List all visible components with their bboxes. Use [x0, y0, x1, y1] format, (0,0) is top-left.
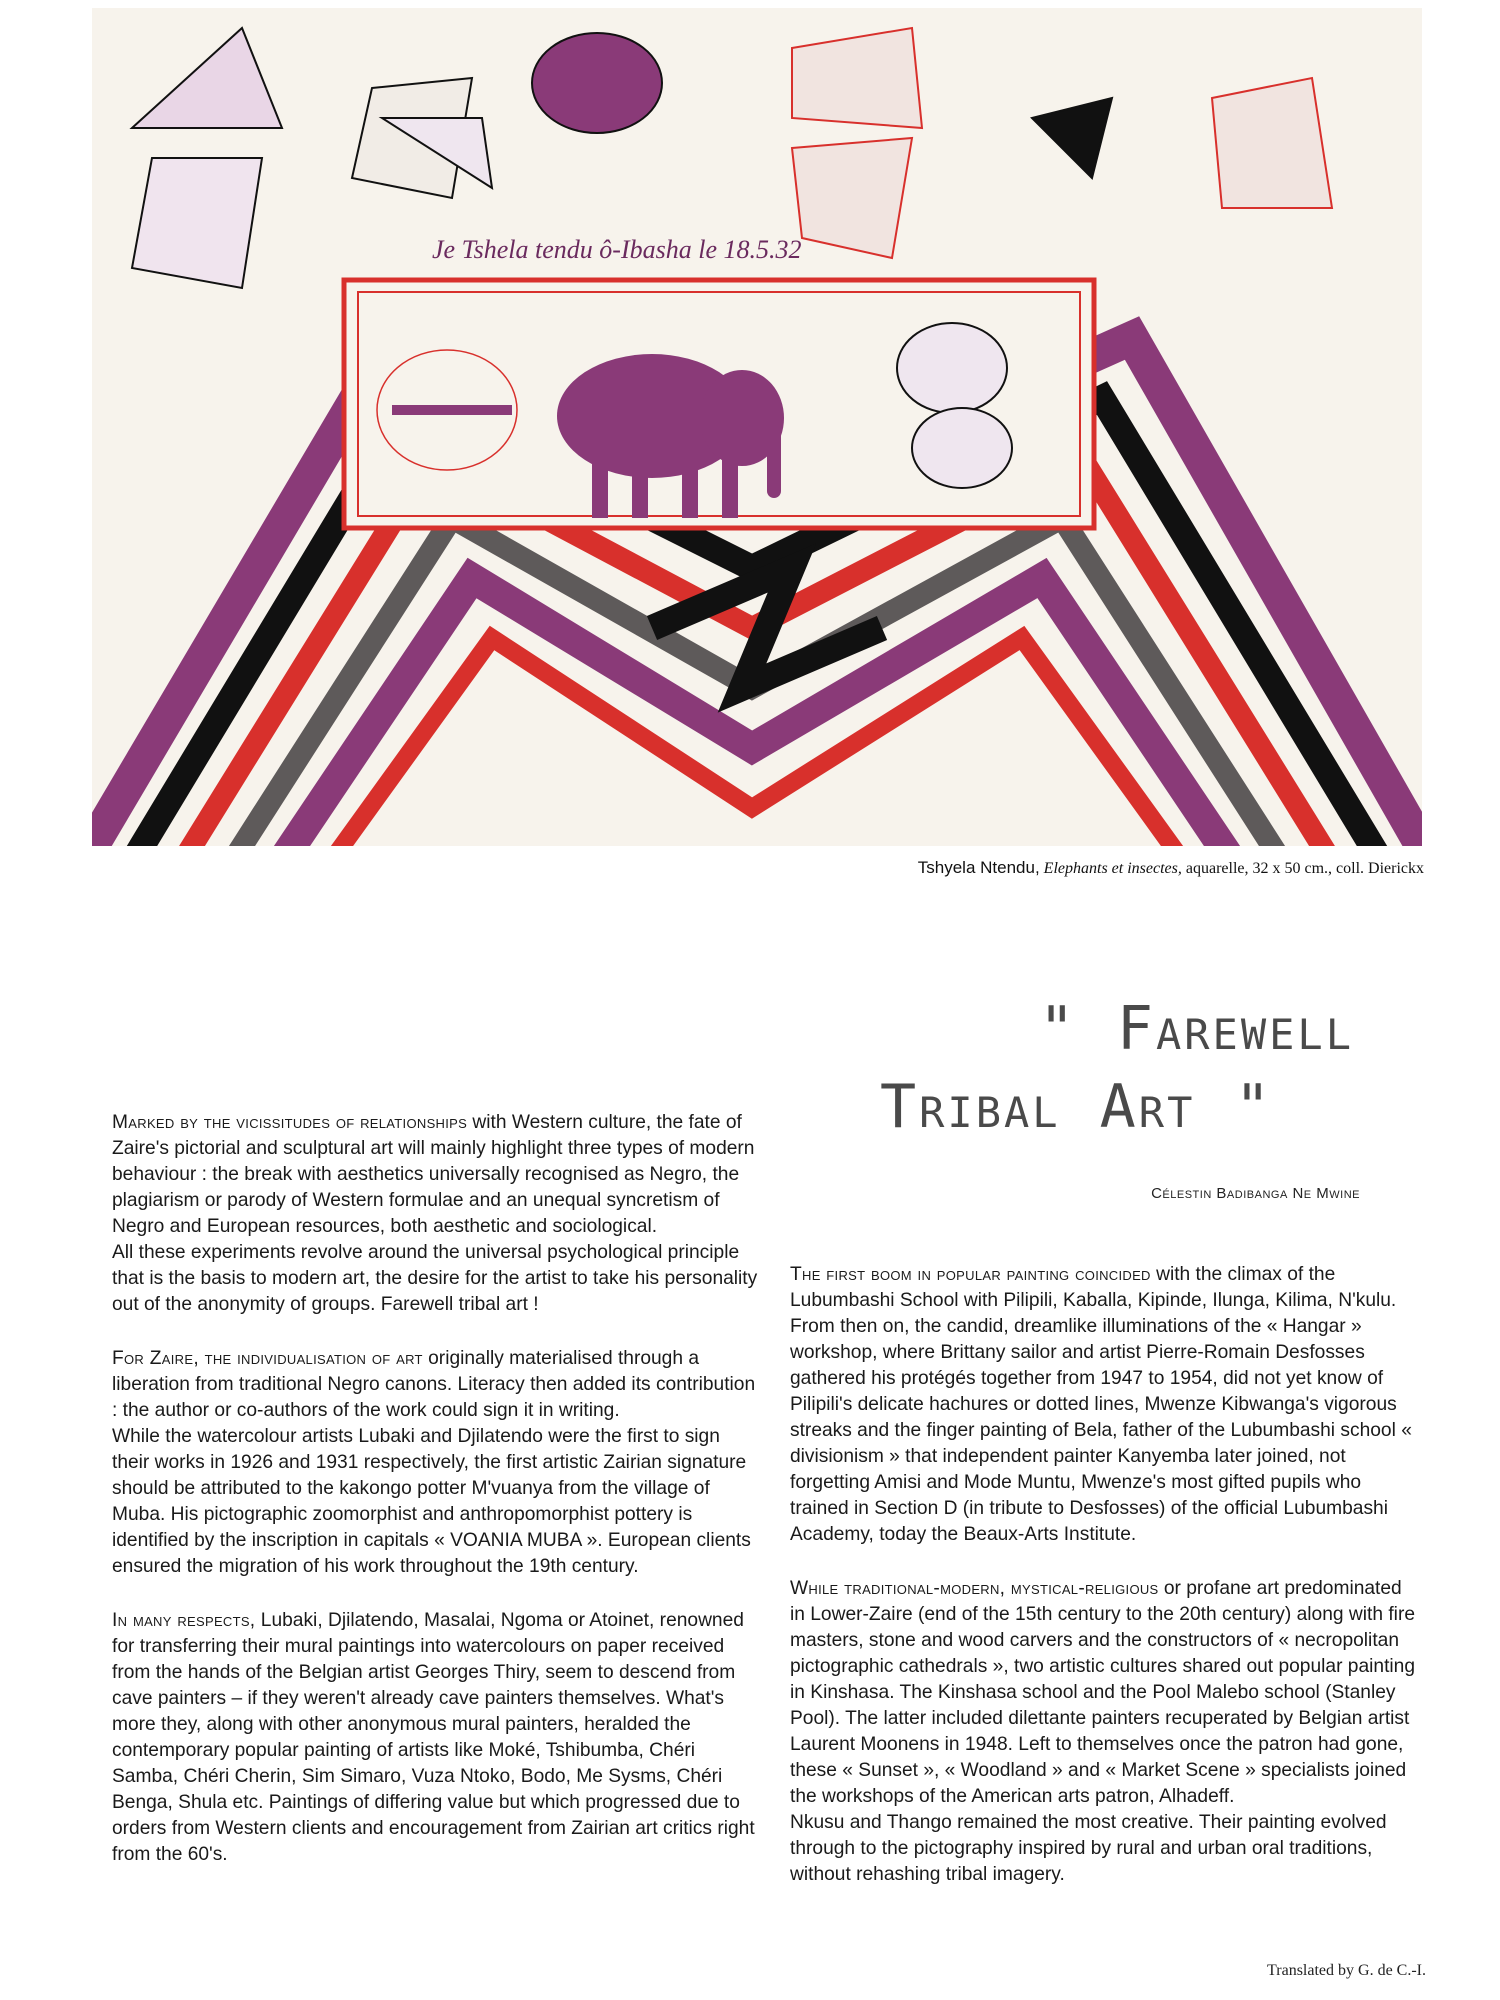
- paragraph-text: with the climax of the Lubumbashi School with Pilipili, Kaballa, Kipinde, Ilunga, Kilima, N'kulu. From then on, the candid, dreamlike illuminations of the « Hangar » workshop, where Brittany sailor and artist Pierre-Romain Desfosses gathered his protégés together from 1947 to 1954, did not yet know of Pilipili's delicate hachures or dotted lines, Mwenze Kibwanga's vigorous streaks and the finger painting of Bela, father of the Lubumbashi school « divisionism » that independent painter Kanyemba later joined, not forgetting Amisi and Mode Muntu, Mwenze's most gifted pupils who trained in Section D (in tribute to Desfosses) of the official Lubumbashi Academy, today the Beaux-Arts Institute.: [790, 1264, 1412, 1545]
- caption-artist: Tshyela Ntendu,: [917, 858, 1040, 877]
- paragraph-text: or profane art predominated in Lower-Zaire (end of the 15th century to the 20th century) along with fire masters, stone and wood carvers and the constructors of « necropolitan pictographic cathedrals », two artistic cultures shared out popular painting in Kinshasa. The Kinshasa school and the Pool Malebo school (Stanley Pool). The latter included dilettante painters recuperated by Belgian artist Laurent Moonens in 1948. Left to themselves once the patron had gone, these « Sunset », « Woodland » and « Market Scene » specialists joined the workshops of the American arts patron, Alhadeff.: [790, 1578, 1416, 1807]
- paragraph: [112, 1346, 762, 1580]
- paragraph: [112, 1110, 762, 1318]
- title-close-quote: ": [1195, 1072, 1274, 1142]
- paragraph-continuation: All these experiments revolve around the universal psychological principle that is the basis to modern art, the desire for the artist to take his personality out of the anonymity of groups. Farewell tribal art !: [112, 1242, 758, 1315]
- title-line2: Tribal Art: [880, 1072, 1196, 1142]
- paragraph: [790, 1262, 1420, 1548]
- paragraph-continuation: While the watercolour artists Lubaki and Djilatendo were the first to sign their works in 1926 and 1931 respectively, the first artistic Zairian signature should be attributed to the kakongo potter M'vuanya from the village of Muba. His pictographic zoomorphist and anthropomorphist pottery is identified by the inscription in capitals « VOANIA MUBA ». European clients ensured the migration of his work throughout the 19th century.: [112, 1426, 751, 1577]
- title-line1: Farewell: [1116, 994, 1354, 1064]
- paragraph-text: with Western culture, the fate of Zaire's pictorial and sculptural art will mainly highlight three types of modern behaviour : the break with aesthetics universally recognised as Negro, the plagiarism or parody of Western formulae and an unequal syncretism of Negro and European resources, both aesthetic and sociological.: [112, 1112, 755, 1237]
- paragraph-lead: While traditional-modern, mystical-religious: [790, 1578, 1159, 1599]
- right-column: [790, 1262, 1420, 1916]
- paragraph-text: Lubaki, Djilatendo, Masalai, Ngoma or Atoinet, renowned for transferring their mural paintings into watercolours on paper received from the hands of the Belgian artist Georges Thiry, seem to descend from cave painters – if they weren't already cave painters themselves. What's more they, along with other anonymous mural painters, heralded the contemporary popular painting of artists like Moké, Tshibumba, Chéri Samba, Chéri Cherin, Sim Simaro, Vuza Ntoko, Bodo, Me Sysms, Chéri Benga, Shula etc. Paintings of differing value but which progressed due to orders from Western clients and encouragement from Zairian art critics right from the 60's.: [112, 1610, 755, 1865]
- caption-work-title: Elephants et insectes,: [1043, 860, 1182, 877]
- paragraph: [790, 1576, 1420, 1888]
- left-column: [112, 1110, 762, 1896]
- artwork-image: [92, 8, 1422, 846]
- paragraph-continuation: Nkusu and Thango remained the most creative. Their painting evolved through to the pictography inspired by rural and urban oral traditions, without rehashing tribal imagery.: [790, 1812, 1387, 1885]
- paragraph-text: originally materialised through a liberation from traditional Negro canons. Literacy then added its contribution : the author or co-authors of the work could sign it in writing.: [112, 1348, 756, 1421]
- paragraph-lead: Marked by the vicissitudes of relationships: [112, 1112, 468, 1133]
- paragraph-lead: The first boom in popular painting coincided: [790, 1264, 1151, 1285]
- caption-details: aquarelle, 32 x 50 cm., coll. Dierickx: [1181, 860, 1424, 877]
- article-title: [880, 990, 1400, 1146]
- painting-illustration: [92, 8, 1422, 846]
- article-author: Célestin Badibanga Ne Mwine: [1151, 1185, 1360, 1202]
- title-open-quote: ": [1038, 994, 1117, 1064]
- painting-inscription: Je Tshela tendu ô-Ibasha le 18.5.32: [432, 235, 802, 264]
- paragraph-lead: For Zaire, the individualisation of art: [112, 1348, 423, 1369]
- paragraph: [112, 1608, 762, 1868]
- paragraph-lead: In many respects,: [112, 1610, 256, 1631]
- translation-credit: Translated by G. de C.-I.: [1267, 1962, 1426, 1979]
- image-caption: [918, 858, 1424, 878]
